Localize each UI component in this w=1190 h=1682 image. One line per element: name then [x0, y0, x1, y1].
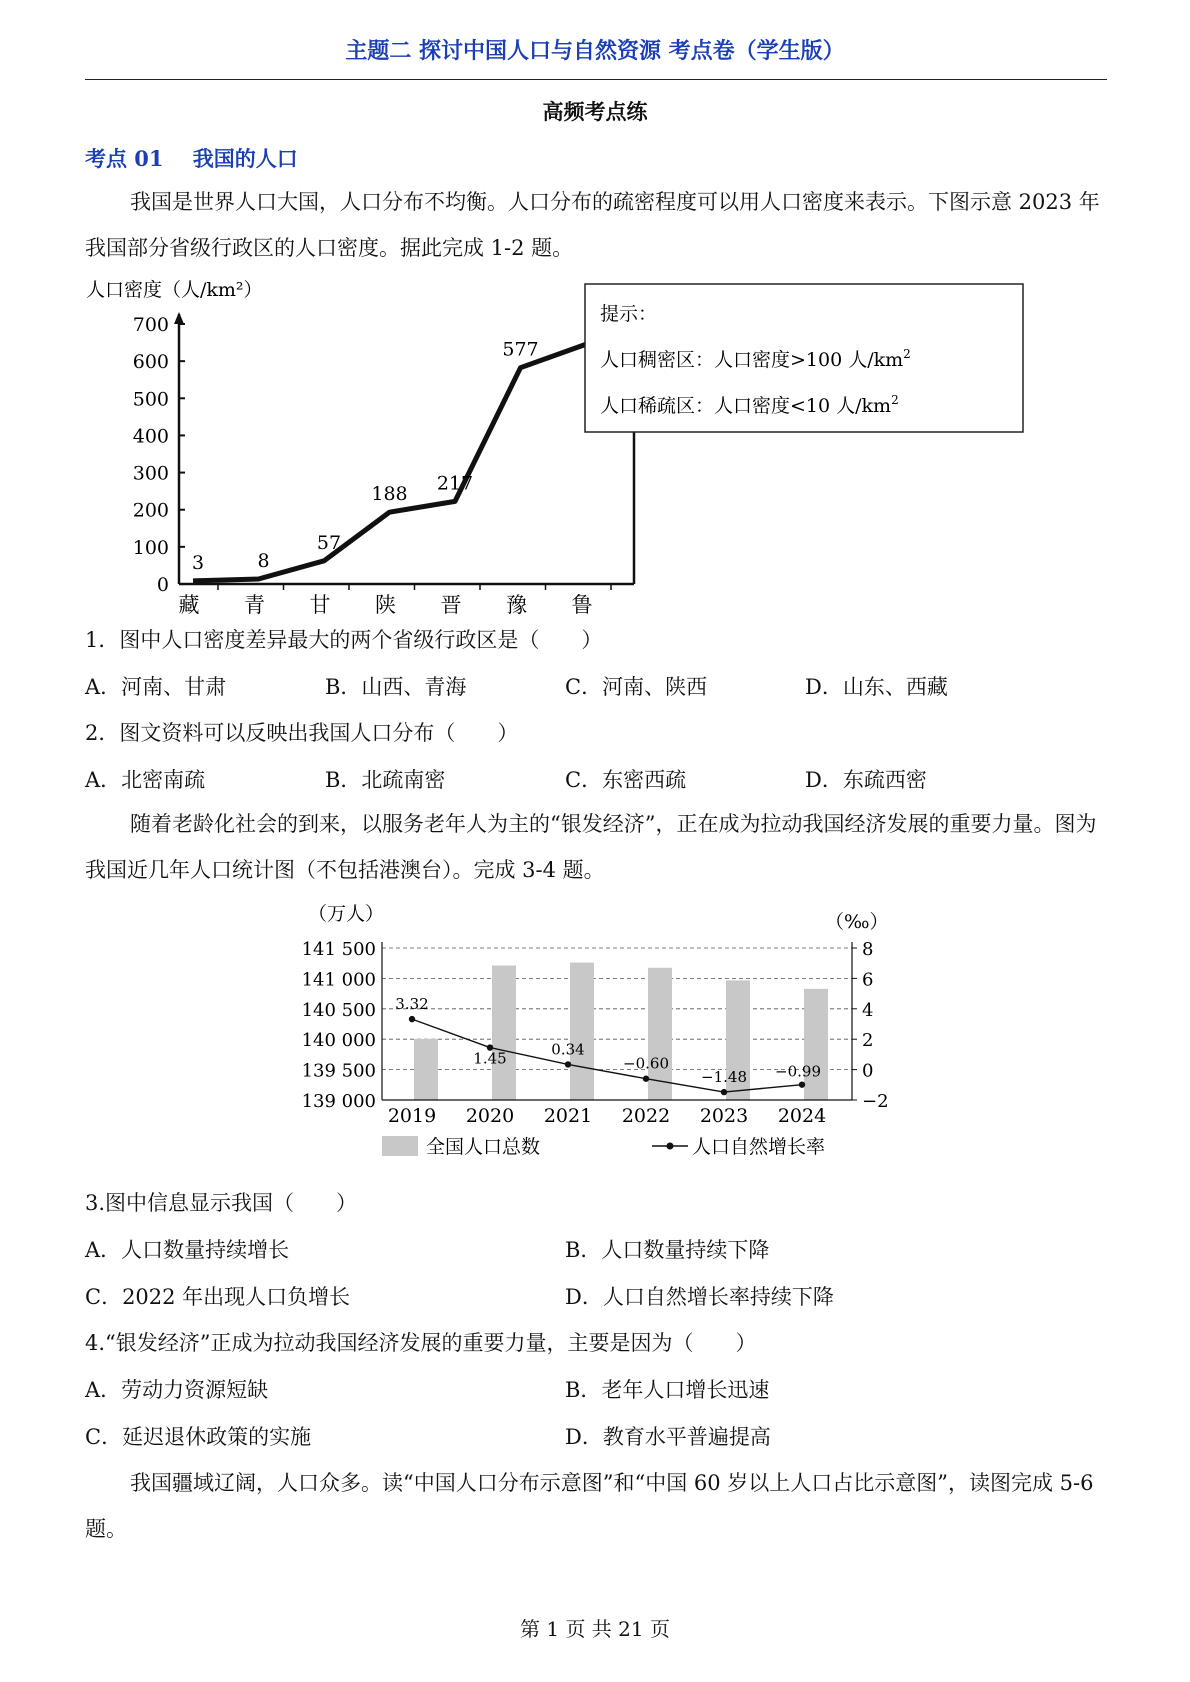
left-y-tick-label: 140 500 — [301, 999, 376, 1021]
q3-option-d: D．人口自然增长率持续下降 — [565, 1285, 834, 1309]
q3-option-a: A．人口数量持续增长 — [85, 1238, 290, 1262]
left-y-tick-label: 139 000 — [301, 1091, 376, 1112]
density-category-label: 藏 — [178, 593, 200, 617]
combo-category-label: 2020 — [465, 1105, 515, 1127]
growth-rate-point — [409, 1016, 415, 1022]
growth-rate-label: 3.32 — [395, 995, 429, 1014]
q1-option-a: A．河南、甘肃 — [85, 675, 227, 699]
left-y-tick-label: 139 500 — [301, 1060, 376, 1082]
q4-option-b: B．老年人口增长迅速 — [565, 1378, 770, 1402]
q3-option-c: C．2022 年出现人口负增长 — [85, 1285, 351, 1309]
density-category-label: 甘 — [309, 593, 331, 617]
density-data-label: 217 — [436, 472, 474, 495]
left-y-tick-label: 140 000 — [301, 1030, 376, 1052]
right-y-tick-label: 6 — [862, 969, 874, 991]
combo-category-label: 2024 — [777, 1105, 827, 1127]
right-y-tick-label: 8 — [862, 939, 874, 960]
page-footer: 第 1 页 共 21 页 — [520, 1617, 670, 1641]
density-data-label: 3 — [191, 551, 205, 574]
population-bar — [414, 1039, 438, 1100]
density-series-line — [193, 344, 586, 581]
density-data-label: 57 — [316, 531, 342, 554]
q4-option-d: D．教育水平普遍提高 — [565, 1425, 771, 1449]
growth-rate-label: −0.99 — [775, 1062, 821, 1081]
combo-category-label: 2021 — [543, 1105, 593, 1127]
legend-bar-swatch — [382, 1136, 418, 1156]
q2-option-b: B．北疏南密 — [325, 768, 446, 792]
right-axis-unit: （‰） — [825, 911, 889, 933]
combo-category-label: 2019 — [387, 1105, 437, 1127]
intro-paragraph-3: 我国疆域辽阔，人口众多。读“中国人口分布示意图”和“中国 60 岁以上人口占比示意图”，读图完成 5-6 题。 — [85, 1471, 1094, 1541]
right-y-tick-label: 0 — [862, 1060, 874, 1082]
right-y-tick-label: 2 — [862, 1030, 874, 1052]
kaodian-heading — [85, 143, 298, 173]
density-y-tick-label: 400 — [132, 425, 169, 448]
left-axis-unit: （万人） — [308, 903, 385, 925]
density-y-tick-label: 200 — [132, 499, 169, 522]
combo-category-label: 2022 — [621, 1105, 671, 1127]
svg-text:人口稠密区：人口密度>100 人/km2 — [600, 347, 911, 371]
density-category-label: 鲁 — [571, 593, 593, 617]
svg-text:人口稀疏区：人口密度<10 人/km2 — [600, 393, 899, 417]
header-divider — [85, 79, 1107, 80]
combo-legend — [382, 1136, 825, 1158]
legend-line-label: 人口自然增长率 — [692, 1136, 826, 1158]
population-bar — [492, 966, 516, 1100]
q4-option-c: C．延迟退休政策的实施 — [85, 1425, 312, 1449]
kaodian-title: 我国的人口 — [192, 146, 298, 171]
density-y-tick-label: 0 — [156, 574, 169, 596]
question-2: 2．图文资料可以反映出我国人口分布（ ） — [85, 721, 519, 745]
hint-dense-sup: 2 — [903, 347, 911, 361]
growth-rate-point — [799, 1081, 805, 1087]
density-y-tick-label: 500 — [132, 388, 169, 411]
growth-rate-point — [721, 1089, 727, 1095]
q4-option-a: A．劳动力资源短缺 — [85, 1378, 269, 1402]
right-y-tick-label: −2 — [862, 1091, 889, 1112]
hint-box — [585, 284, 1023, 432]
intro-paragraph-1: 我国是世界人口大国，人口分布不均衡。人口分布的疏密程度可以用人口密度来表示。下图示意 2023 年我国部分省级行政区的人口密度。据此完成 1-2 题。 — [85, 190, 1100, 260]
right-y-tick-label: 4 — [862, 999, 874, 1021]
density-y-axis-arrow — [174, 312, 184, 324]
density-y-tick-label: 300 — [132, 462, 169, 485]
growth-rate-point — [643, 1076, 649, 1082]
population-combo-chart — [300, 900, 900, 1170]
legend-bar-label: 全国人口总数 — [426, 1136, 541, 1158]
legend-line-marker — [667, 1143, 674, 1150]
density-category-label: 晋 — [440, 593, 462, 617]
population-bar — [570, 963, 594, 1100]
growth-rate-label: −0.60 — [623, 1054, 669, 1073]
combo-category-label: 2023 — [699, 1105, 749, 1127]
section-title: 高频考点练 — [542, 99, 648, 124]
q2-option-c: C．东密西疏 — [565, 768, 687, 792]
question-3: 3.图中信息显示我国（ ） — [85, 1191, 358, 1215]
density-y-tick-label: 100 — [132, 536, 169, 559]
hint-sparse-sup: 2 — [891, 393, 899, 407]
left-y-tick-label: 141 000 — [301, 969, 376, 991]
density-category-label: 豫 — [506, 593, 527, 617]
growth-rate-label: 0.34 — [551, 1040, 585, 1059]
q1-option-d: D．山东、西藏 — [805, 675, 948, 699]
header-title: 主题二 探讨中国人口与自然资源 考点卷（学生版） — [345, 39, 845, 64]
density-category-label: 青 — [244, 593, 265, 617]
q2-option-a: A．北密南疏 — [85, 768, 206, 792]
density-category-label: 陕 — [375, 593, 396, 617]
hint-dense: 人口稠密区：人口密度>100 人/km — [600, 349, 904, 371]
left-y-tick-label: 141 500 — [301, 939, 376, 960]
hint-title: 提示： — [600, 303, 658, 325]
question-4: 4.“银发经济”正成为拉动我国经济发展的重要力量，主要是因为（ ） — [85, 1331, 757, 1355]
growth-rate-label: −1.48 — [701, 1068, 747, 1087]
growth-rate-label: 1.45 — [473, 1049, 507, 1068]
q1-option-c: C．河南、陕西 — [565, 675, 708, 699]
hint-sparse: 人口稀疏区：人口密度<10 人/km — [600, 395, 892, 417]
density-data-label: 188 — [371, 483, 408, 506]
question-1: 1．图中人口密度差异最大的两个省级行政区是（ ） — [85, 628, 603, 652]
density-y-tick-label: 700 — [132, 314, 169, 336]
kaodian-number: 考点 01 — [85, 146, 164, 171]
density-data-label: 8 — [257, 550, 270, 573]
q2-option-d: D．东疏西密 — [805, 768, 927, 792]
density-data-label: 577 — [502, 338, 539, 361]
growth-rate-point — [565, 1061, 571, 1067]
population-bar — [804, 989, 828, 1100]
density-chart-ylabel: 人口密度（人/km²） — [86, 279, 263, 301]
q1-option-b: B．山西、青海 — [325, 675, 467, 699]
density-line-chart — [80, 272, 1040, 624]
density-y-tick-label: 600 — [132, 351, 169, 374]
q3-option-b: B．人口数量持续下降 — [565, 1238, 770, 1262]
intro-paragraph-2: 随着老龄化社会的到来，以服务老年人为主的“银发经济”，正在成为拉动我国经济发展的重要力量。图为我国近几年人口统计图（不包括港澳台）。完成 3-4 题。 — [85, 812, 1097, 882]
